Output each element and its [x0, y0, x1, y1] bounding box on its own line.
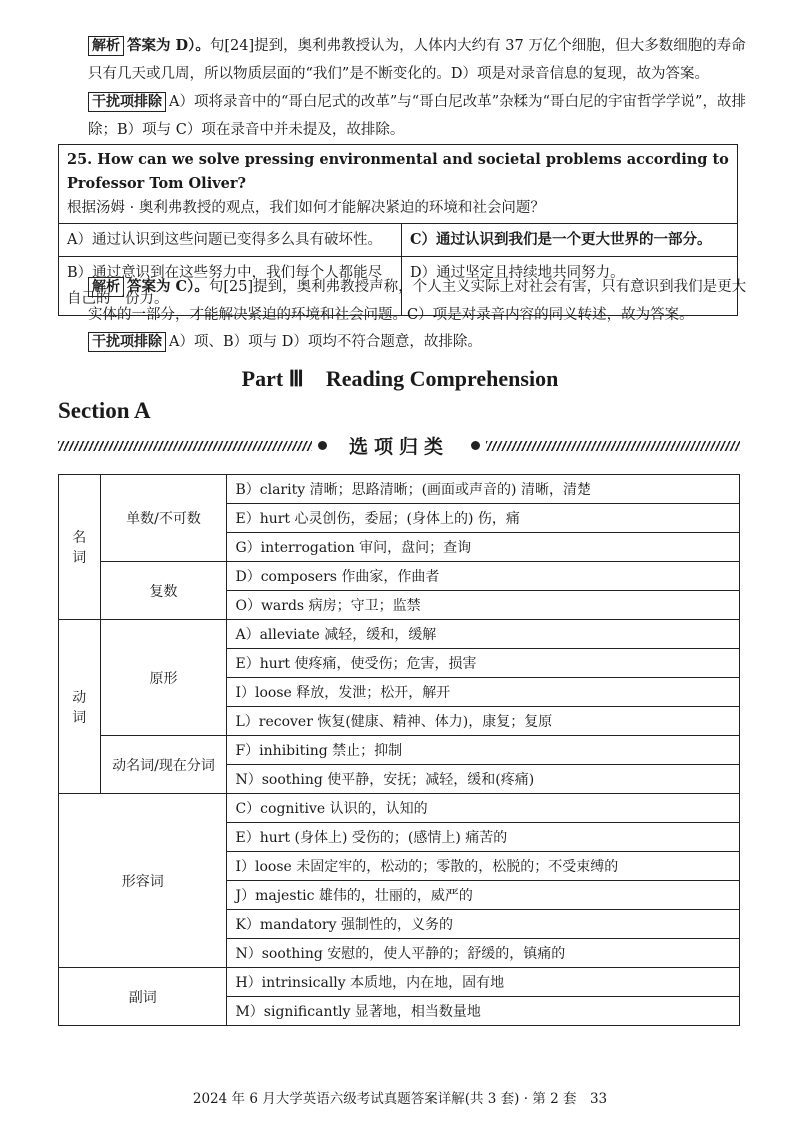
vocab-entry: E）hurt (身体上) 受伤的；(感情上) 痛苦的 — [227, 823, 740, 852]
distractor-tag: 干扰项排除 — [88, 92, 166, 112]
answer-label: 答案为 C）。 — [127, 278, 209, 295]
vocab-entry: G）interrogation 审问，盘问；查询 — [227, 533, 740, 562]
question-25-zh: 根据汤姆 · 奥利弗教授的观点，我们如何才能解决紧迫的环境和社会问题？ — [67, 200, 545, 216]
band-title: 选项归类 — [348, 436, 449, 458]
vocab-table — [58, 474, 740, 1026]
vocab-entry: O）wards 病房；守卫；监禁 — [227, 591, 740, 620]
option-b: B）通过意识到在这些努力中，我们每个人都能尽自己的一份力。 — [59, 257, 402, 316]
pos-adj: 形容词 — [59, 794, 227, 968]
vocab-entry: I）loose 未固定牢的，松动的；零散的，松脱的；不受束缚的 — [227, 852, 740, 881]
vocab-entry: K）mandatory 强制性的，义务的 — [227, 910, 740, 939]
pos-verb: 动词 — [59, 620, 101, 794]
sub-gerund: 动名词/现在分词 — [100, 736, 227, 794]
hatch-right — [486, 441, 740, 451]
distractor-24 — [88, 88, 748, 144]
option-a: A）通过认识到这些问题已变得多么具有破坏性。 — [59, 224, 402, 257]
vocab-entry: I）loose 释放，发泄；松开，解开 — [227, 678, 740, 707]
vocab-entry: M）significantly 显著地，相当数量地 — [227, 997, 740, 1026]
vocab-entry: L）recover 恢复(健康、精神、体力)，康复；复原 — [227, 707, 740, 736]
sub-singular: 单数/不可数 — [100, 475, 227, 562]
vocab-entry: N）soothing 安慰的，使人平静的；舒缓的，镇痛的 — [227, 939, 740, 968]
section-band — [58, 432, 740, 462]
vocab-entry: E）hurt 心灵创伤，委屈；(身体上的) 伤，痛 — [227, 504, 740, 533]
vocab-entry: F）inhibiting 禁止；抑制 — [227, 736, 740, 765]
vocab-entry: E）hurt 使疼痛，使受伤；危害，损害 — [227, 649, 740, 678]
vocab-entry: H）intrinsically 本质地，内在地，固有地 — [227, 968, 740, 997]
distractor-tag: 干扰项排除 — [88, 332, 166, 352]
option-c: C）通过认识到我们是一个更大世界的一部分。 — [402, 224, 738, 257]
analysis-text: 句[25]提到，奥利弗教授声称，个人主义实际上对社会有害，只有意识到我们是更大实体的一部分，才能解决紧迫的环境和社会问题。C）项是对录音内容的同义转述，故为答案。 — [88, 279, 747, 323]
vocab-entry: D）composers 作曲家，作曲者 — [227, 562, 740, 591]
vocab-entry: B）clarity 清晰；思路清晰；(画面或声音的) 清晰，清楚 — [227, 475, 740, 504]
vocab-entry: N）soothing 使平静，安抚；减轻，缓和(疼痛) — [227, 765, 740, 794]
sub-base: 原形 — [100, 620, 227, 736]
distractor-text: A）项将录音中的“哥白尼式的改革”与“哥白尼改革”杂糅为“哥白尼的宇宙哲学学说”，故排除；B）项与 C）项在录音中并未提及，故排除。 — [88, 94, 746, 138]
answer-label: 答案为 D）。 — [127, 37, 210, 54]
pos-noun: 名词 — [59, 475, 101, 620]
vocab-entry: C）cognitive 认识的，认知的 — [227, 794, 740, 823]
vocab-entry: A）alleviate 减轻，缓和，缓解 — [227, 620, 740, 649]
analysis-text: 句[24]提到，奥利弗教授认为，人体内大约有 37 万亿个细胞，但大多数细胞的寿命只有几天或几周，所以物质层面的“我们”是不断变化的。D）项是对录音信息的复现，故为答案。 — [88, 38, 746, 82]
part-title: Part Ⅲ Reading Comprehension — [241, 366, 559, 391]
question-25-en: 25. How can we solve pressing environmental and societal problems according to Professor Tom Oliver? — [67, 151, 729, 192]
dot-right-icon — [471, 441, 480, 450]
analysis-tag: 解析 — [88, 36, 124, 56]
analysis-25 — [88, 273, 748, 329]
pos-adv: 副词 — [59, 968, 227, 1026]
option-d: D）通过坚定且持续地共同努力。 — [402, 257, 738, 316]
analysis-24 — [88, 32, 748, 88]
analysis-tag: 解析 — [88, 277, 124, 297]
sub-plural: 复数 — [100, 562, 227, 620]
vocab-entry: J）majestic 雄伟的，壮丽的，威严的 — [227, 881, 740, 910]
distractor-25 — [88, 328, 748, 356]
section-title: Section A — [58, 398, 151, 423]
question-25-stem — [59, 145, 738, 224]
page-footer: 2024 年 6 月大学英语六级考试真题答案详解(共 3 套) · 第 2 套 33 — [192, 1091, 608, 1107]
distractor-text: A）项、B）项与 D）项均不符合题意，故排除。 — [169, 334, 482, 350]
